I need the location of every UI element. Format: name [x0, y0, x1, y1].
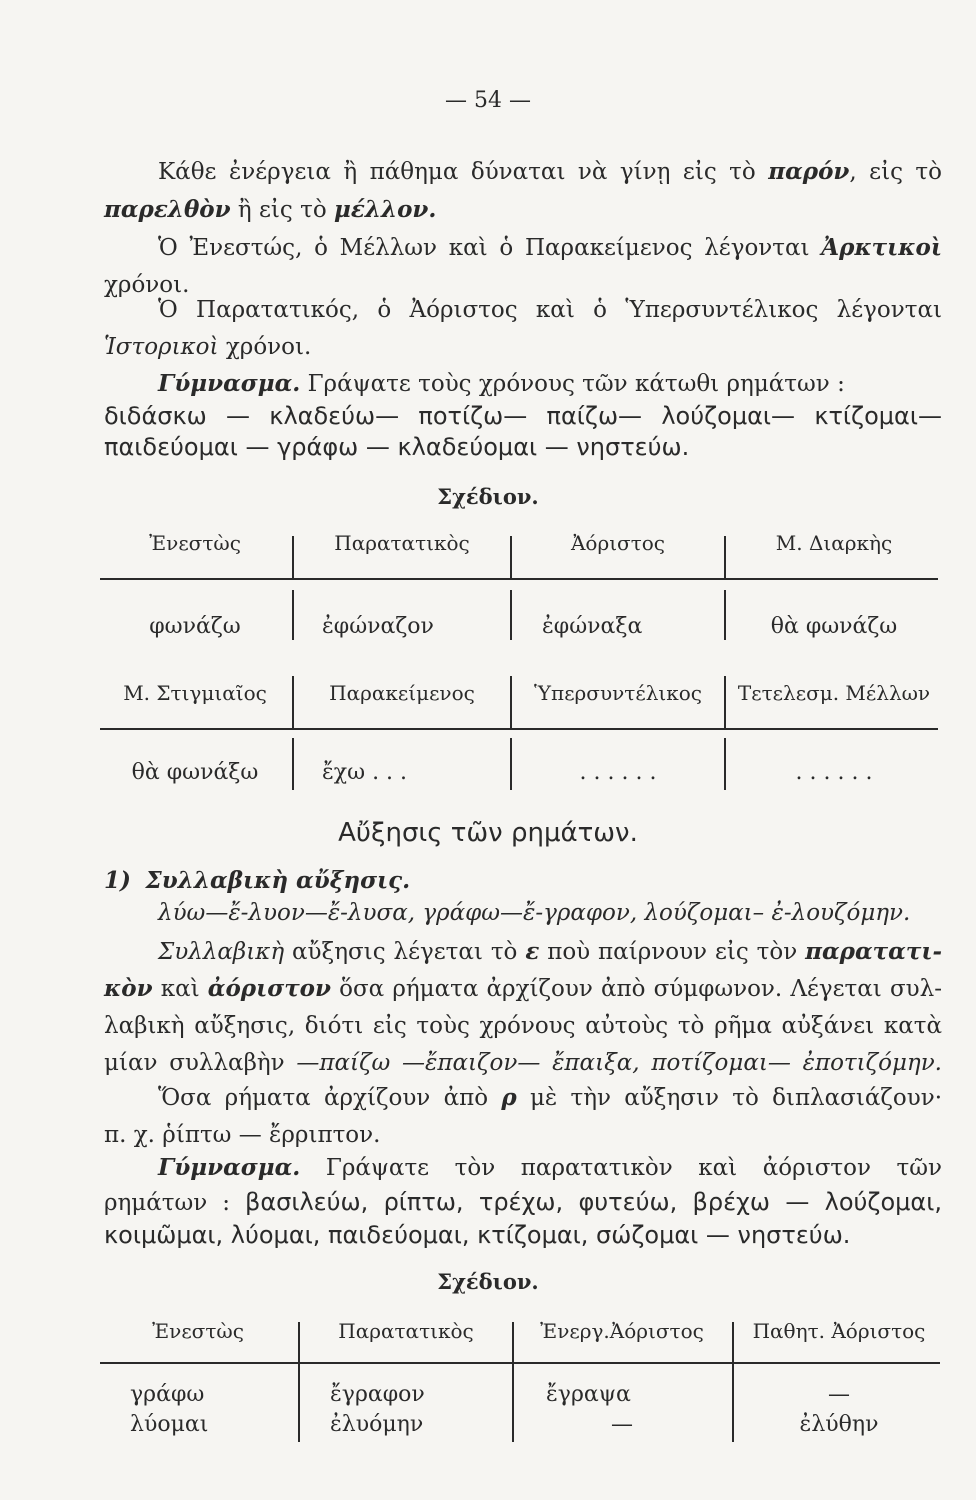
schema-2-cell: λύομαι [130, 1412, 209, 1437]
exercise-label: Γύμνασμα. [158, 370, 301, 397]
schema-1-cell: φωνάζω [149, 614, 241, 639]
schema-1-vrule [724, 676, 726, 728]
schema-1-vrule [510, 536, 512, 578]
exercise-label: Γύμνασμα. [158, 1154, 301, 1181]
schema-1-header: Ὑπερσυντέλικος [534, 681, 702, 705]
schema-2-vrule [298, 1322, 300, 1442]
schema-1-cell: . . . . . . [579, 760, 657, 785]
schema-1-header: Ἐνεστὼς [149, 531, 241, 555]
schema-1-header: Μ. Στιγμιαῖος [123, 681, 267, 705]
schema-2-header: Παθητ. Ἀόριστος [752, 1319, 926, 1343]
exercise-2-line-3: κοιμῶμαι, λύομαι, παιδεύομαι, κτίζομαι, σώζομαι — νηστεύω. [104, 1221, 851, 1249]
syllabic-p2-line-2: π. χ. ῥίπτω — ἔρριπτον. [104, 1122, 381, 1148]
schema-2-caption: Σχέδιον. [437, 1269, 539, 1294]
schema-1-vrule [292, 590, 294, 640]
syllabic-p1-line-3: λαβικὴ αὔξησις, διότι εἰς τοὺς χρόνους αὐτοὺς τὸ ρῆμα αὐξάνει κατὰ [104, 1013, 942, 1039]
schema-1-cell: ἐφώναξα [542, 614, 643, 639]
schema-2-header: Παρατατικὸς [338, 1319, 474, 1343]
page-number: — 54 — [445, 88, 531, 113]
schema-2-cell: ἔγραψα [546, 1382, 631, 1407]
schema-2-vrule [512, 1322, 514, 1442]
schema-1-vrule [724, 738, 726, 790]
syllabic-heading: 1) Συλλαβικὴ αὔξησις. [104, 867, 411, 894]
schema-1-vrule [292, 676, 294, 728]
schema-1-caption: Σχέδιον. [437, 484, 539, 509]
schema-2-vrule [732, 1322, 734, 1442]
schema-1-header: Ἀόριστος [570, 531, 666, 555]
schema-1-header: Παρακείμενος [329, 681, 475, 705]
schema-1-vrule [724, 536, 726, 578]
schema-1-rule [100, 728, 938, 730]
intro-line-5: Ὁ Παρατατικός, ὁ Ἀόριστος καὶ ὁ Ὑπερσυντέλικος λέγονται [158, 297, 942, 323]
exercise-1-verbs-1: διδάσκω — κλαδεύω— ποτίζω— παίζω— λούζομαι— κτίζομαι— [104, 402, 942, 430]
intro-line-6: Ἱστορικοὶ χρόνοι. [104, 334, 312, 360]
schema-1-vrule [510, 590, 512, 640]
syllabic-examples: λύω—ἔ-λυον—ἔ-λυσα, γράφω—ἔ-γραφον, λούζομαι– ἐ-λουζόμην. [158, 900, 911, 926]
schema-1-vrule [510, 738, 512, 790]
intro-line-3: Ὁ Ἐνεστώς, ὁ Μέλλων καὶ ὁ Παρακείμενος λέγονται Ἀρκτικοὶ [158, 234, 942, 261]
schema-1-rule [100, 578, 938, 580]
syllabic-p1-line-1: Συλλαβικὴ αὔξησις λέγεται τὸ ε ποὺ παίρνουν εἰς τὸν παρατατι- [158, 938, 942, 965]
schema-2-cell: ἐλυόμην [330, 1412, 424, 1437]
schema-1-vrule [724, 590, 726, 640]
syllabic-p1-line-4: μίαν συλλαβὴν —παίζω —ἔπαιζον— ἔπαιξα, ποτίζομαι— ἐποτιζόμην. [104, 1050, 942, 1076]
exercise-2-line-2: ρημάτων : βασιλεύω, ρίπτω, τρέχω, φυτεύω, βρέχω — λούζομαι, [104, 1188, 942, 1216]
intro-line-4: χρόνοι. [104, 272, 190, 298]
exercise-2-line-1: Γύμνασμα. Γράψατε τὸν παρατατικὸν καὶ ἀόριστον τῶν [158, 1154, 942, 1181]
exercise-1-line-1: Γύμνασμα. Γράψατε τοὺς χρόνους τῶν κάτωθι ρημάτων : [158, 370, 845, 397]
schema-1-cell: θὰ φωνάζω [770, 614, 898, 639]
schema-2-header: Ἐνεργ.Ἀόριστος [540, 1319, 704, 1343]
syllabic-p1-line-2: κὸν καὶ ἀόριστον ὅσα ρήματα ἀρχίζουν ἀπὸ σύμφωνον. Λέγεται συλ- [104, 975, 942, 1002]
schema-2-rule [100, 1362, 940, 1364]
intro-line-1: Κάθε ἐνέργεια ἢ πάθημα δύναται νὰ γίνῃ εἰς τὸ παρόν, εἰς τὸ [158, 158, 943, 185]
schema-2-cell: ἔγραφον [330, 1382, 425, 1407]
schema-2-cell: — [611, 1412, 633, 1437]
schema-2-header: Ἐνεστὼς [152, 1319, 244, 1343]
schema-1-cell: . . . . . . [795, 760, 873, 785]
schema-1-cell: θὰ φωνάξω [131, 760, 259, 785]
schema-1-vrule [292, 738, 294, 790]
schema-1-header: Μ. Διαρκὴς [775, 531, 893, 555]
schema-2-cell: γράφω [130, 1382, 205, 1407]
schema-2-cell: — [828, 1382, 850, 1407]
schema-1-header: Τετελεσμ. Μέλλων [737, 681, 931, 705]
schema-1-cell: ἔχω . . . [322, 760, 408, 785]
intro-line-2: παρελθὸν ἢ εἰς τὸ μέλλον. [104, 196, 437, 223]
schema-1-cell: ἐφώναζον [322, 614, 434, 639]
schema-1-header: Παρατατικὸς [334, 531, 470, 555]
exercise-1-verbs-2: παιδεύομαι — γράφω — κλαδεύομαι — νηστεύω. [104, 433, 690, 461]
schema-1-vrule [510, 676, 512, 728]
schema-2-cell: ἐλύθην [799, 1412, 879, 1437]
syllabic-p2-line-1: Ὅσα ρήματα ἀρχίζουν ἀπὸ ρ μὲ τὴν αὔξησιν τὸ διπλασιάζουν· [158, 1084, 943, 1111]
schema-1-vrule [292, 536, 294, 578]
section-title: Αὔξησις τῶν ρημάτων. [338, 818, 638, 848]
